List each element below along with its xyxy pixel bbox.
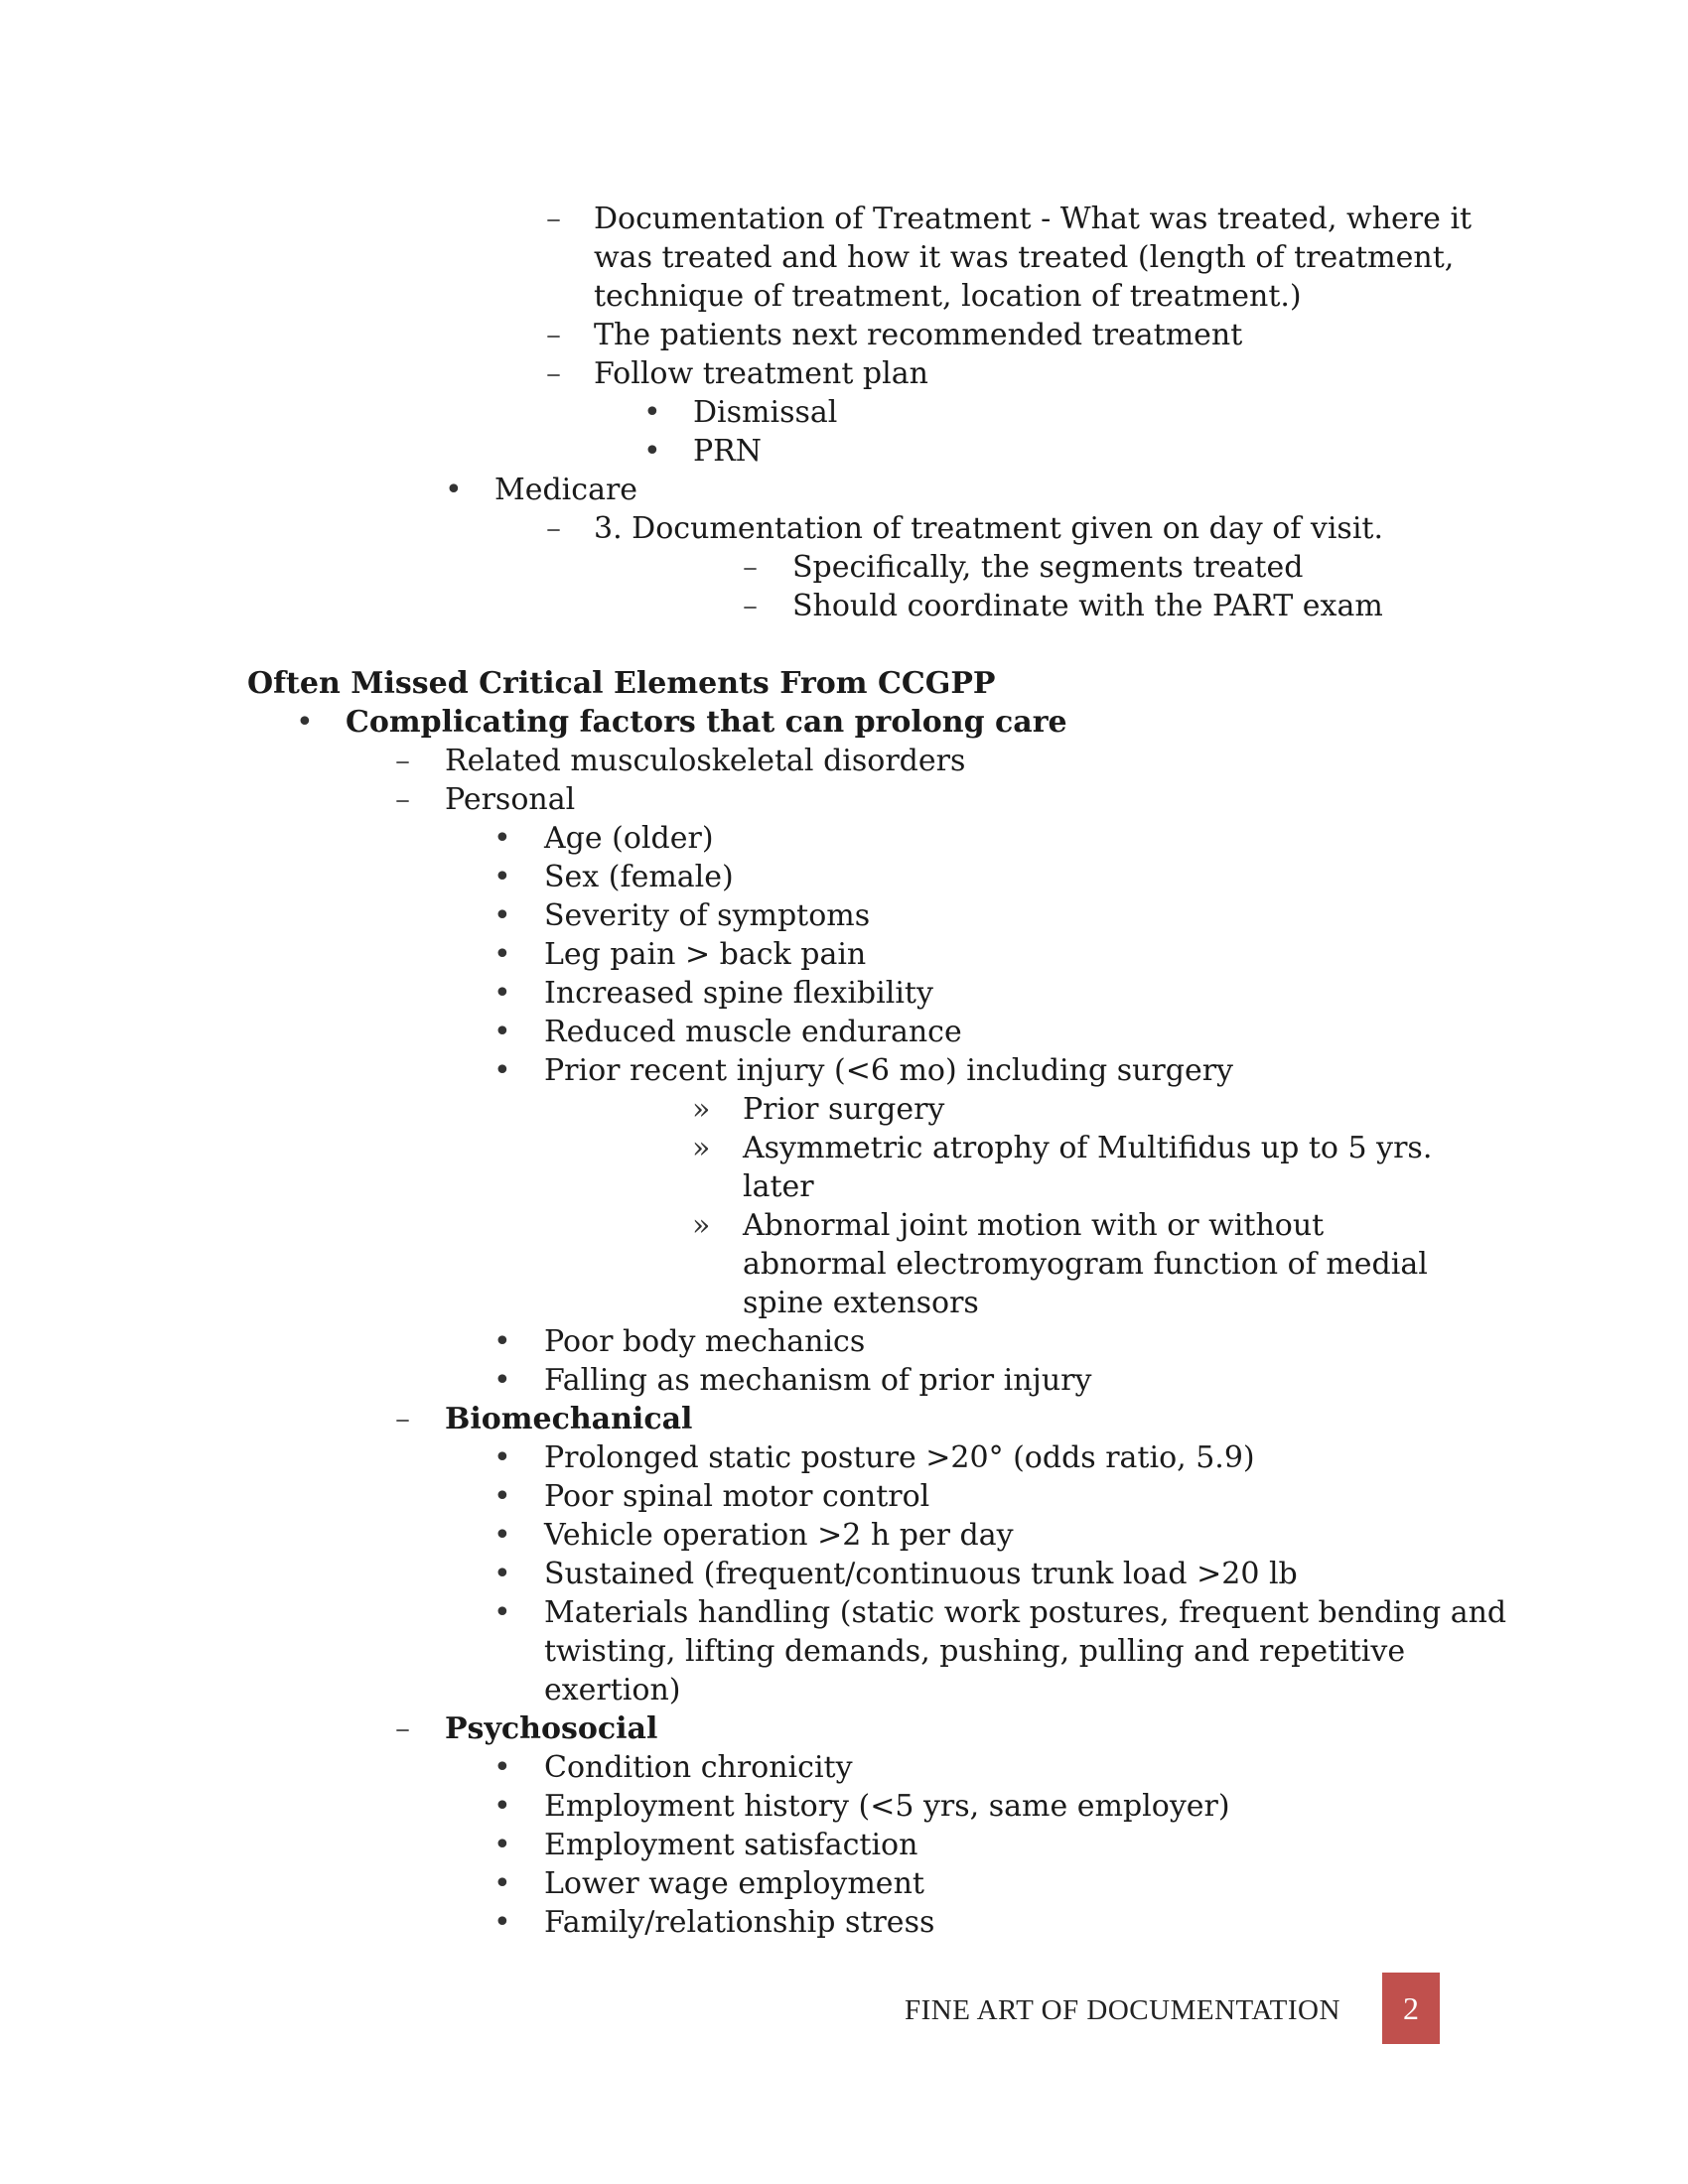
section-heading: Often Missed Critical Elements From CCGPP	[247, 666, 996, 701]
bullet-marker: •	[493, 1440, 511, 1475]
list-item: exertion)	[544, 1673, 681, 1707]
raquo-marker: »	[692, 1208, 711, 1243]
dash-marker: –	[395, 744, 410, 778]
related-disorders-text: Related musculoskeletal disorders	[445, 744, 966, 778]
bullet-marker: •	[493, 1750, 511, 1785]
bullet-marker: •	[493, 1479, 511, 1514]
bullet-marker: •	[493, 1557, 511, 1591]
bullet-marker: •	[493, 1363, 511, 1398]
sub-item: Abnormal joint motion with or without	[743, 1208, 1325, 1243]
list-item: Prolonged static posture >20° (odds ratio, 5.9)	[544, 1440, 1255, 1475]
sub-item: Prior surgery	[743, 1092, 945, 1127]
bullet-marker: •	[493, 898, 511, 933]
dash-marker: –	[546, 356, 561, 391]
list-item: Prior recent injury (<6 mo) including surgery	[544, 1053, 1233, 1088]
list-item: Sustained (frequent/continuous trunk load >20 lb	[544, 1557, 1298, 1591]
dash-marker: –	[743, 550, 758, 585]
bullet-marker: •	[643, 434, 661, 469]
bullet-marker: •	[493, 1053, 511, 1088]
bullet-marker: •	[493, 1518, 511, 1553]
list-item: Employment satisfaction	[544, 1828, 918, 1862]
complicating-factors-heading: Complicating factors that can prolong care	[346, 705, 1067, 740]
bullet-marker: •	[493, 1828, 511, 1862]
list-item: Age (older)	[544, 821, 714, 856]
biomechanical-label: Biomechanical	[445, 1402, 693, 1436]
bullet-marker: •	[493, 1905, 511, 1940]
coordinate-text: Should coordinate with the PART exam	[792, 589, 1383, 623]
medicare-item-text: 3. Documentation of treatment given on day of visit.	[594, 511, 1384, 546]
list-item: twisting, lifting demands, pushing, pulling and repetitive	[544, 1634, 1406, 1669]
list-item: Sex (female)	[544, 860, 734, 894]
list-item: Materials handling (static work postures, frequent bending and	[544, 1595, 1507, 1630]
raquo-marker: »	[692, 1092, 711, 1127]
bullet-marker: •	[493, 1866, 511, 1901]
dash-marker: –	[395, 1711, 410, 1746]
sub-item: Asymmetric atrophy of Multifidus up to 5 yrs.	[743, 1131, 1433, 1165]
dash-marker: –	[546, 202, 561, 236]
dash-marker: –	[546, 318, 561, 352]
dash-marker: –	[743, 589, 758, 623]
bullet-marker: •	[493, 1015, 511, 1049]
treatment-documentation-text: Documentation of Treatment - What was treated, where it	[594, 202, 1473, 236]
page-number-badge: 2	[1382, 1973, 1440, 2044]
bullet-marker: •	[296, 705, 314, 740]
prn-text: PRN	[693, 434, 763, 469]
segments-text: Specifically, the segments treated	[792, 550, 1304, 585]
bullet-marker: •	[493, 1595, 511, 1630]
treatment-documentation-text: was treated and how it was treated (length of treatment,	[594, 240, 1455, 275]
list-item: Increased spine flexibility	[544, 976, 933, 1011]
bullet-marker: •	[445, 473, 463, 507]
bullet-marker: •	[493, 860, 511, 894]
list-item: Vehicle operation >2 h per day	[544, 1518, 1014, 1553]
medicare-text: Medicare	[494, 473, 638, 507]
next-treatment-text: The patients next recommended treatment	[594, 318, 1243, 352]
bullet-marker: •	[493, 821, 511, 856]
sub-item: later	[743, 1169, 814, 1204]
list-item: Poor body mechanics	[544, 1324, 866, 1359]
bullet-marker: •	[643, 395, 661, 430]
bullet-marker: •	[493, 1324, 511, 1359]
dash-marker: –	[395, 1402, 410, 1436]
follow-plan-text: Follow treatment plan	[594, 356, 928, 391]
sub-item: abnormal electromyogram function of medial	[743, 1247, 1428, 1282]
personal-label: Personal	[445, 782, 576, 817]
dismissal-text: Dismissal	[693, 395, 838, 430]
treatment-documentation-text: technique of treatment, location of treatment.)	[594, 279, 1302, 314]
list-item: Severity of symptoms	[544, 898, 871, 933]
raquo-marker: »	[692, 1131, 711, 1165]
dash-marker: –	[395, 782, 410, 817]
list-item: Falling as mechanism of prior injury	[544, 1363, 1092, 1398]
list-item: Reduced muscle endurance	[544, 1015, 962, 1049]
list-item: Lower wage employment	[544, 1866, 924, 1901]
psychosocial-label: Psychosocial	[445, 1711, 658, 1746]
dash-marker: –	[546, 511, 561, 546]
footer-title: FINE ART OF DOCUMENTATION	[905, 1994, 1340, 2026]
list-item: Condition chronicity	[544, 1750, 853, 1785]
list-item: Employment history (<5 yrs, same employer)	[544, 1789, 1230, 1824]
bullet-marker: •	[493, 1789, 511, 1824]
bullet-marker: •	[493, 976, 511, 1011]
sub-item: spine extensors	[743, 1286, 979, 1320]
list-item: Leg pain > back pain	[544, 937, 867, 972]
bullet-marker: •	[493, 937, 511, 972]
list-item: Family/relationship stress	[544, 1905, 935, 1940]
list-item: Poor spinal motor control	[544, 1479, 930, 1514]
